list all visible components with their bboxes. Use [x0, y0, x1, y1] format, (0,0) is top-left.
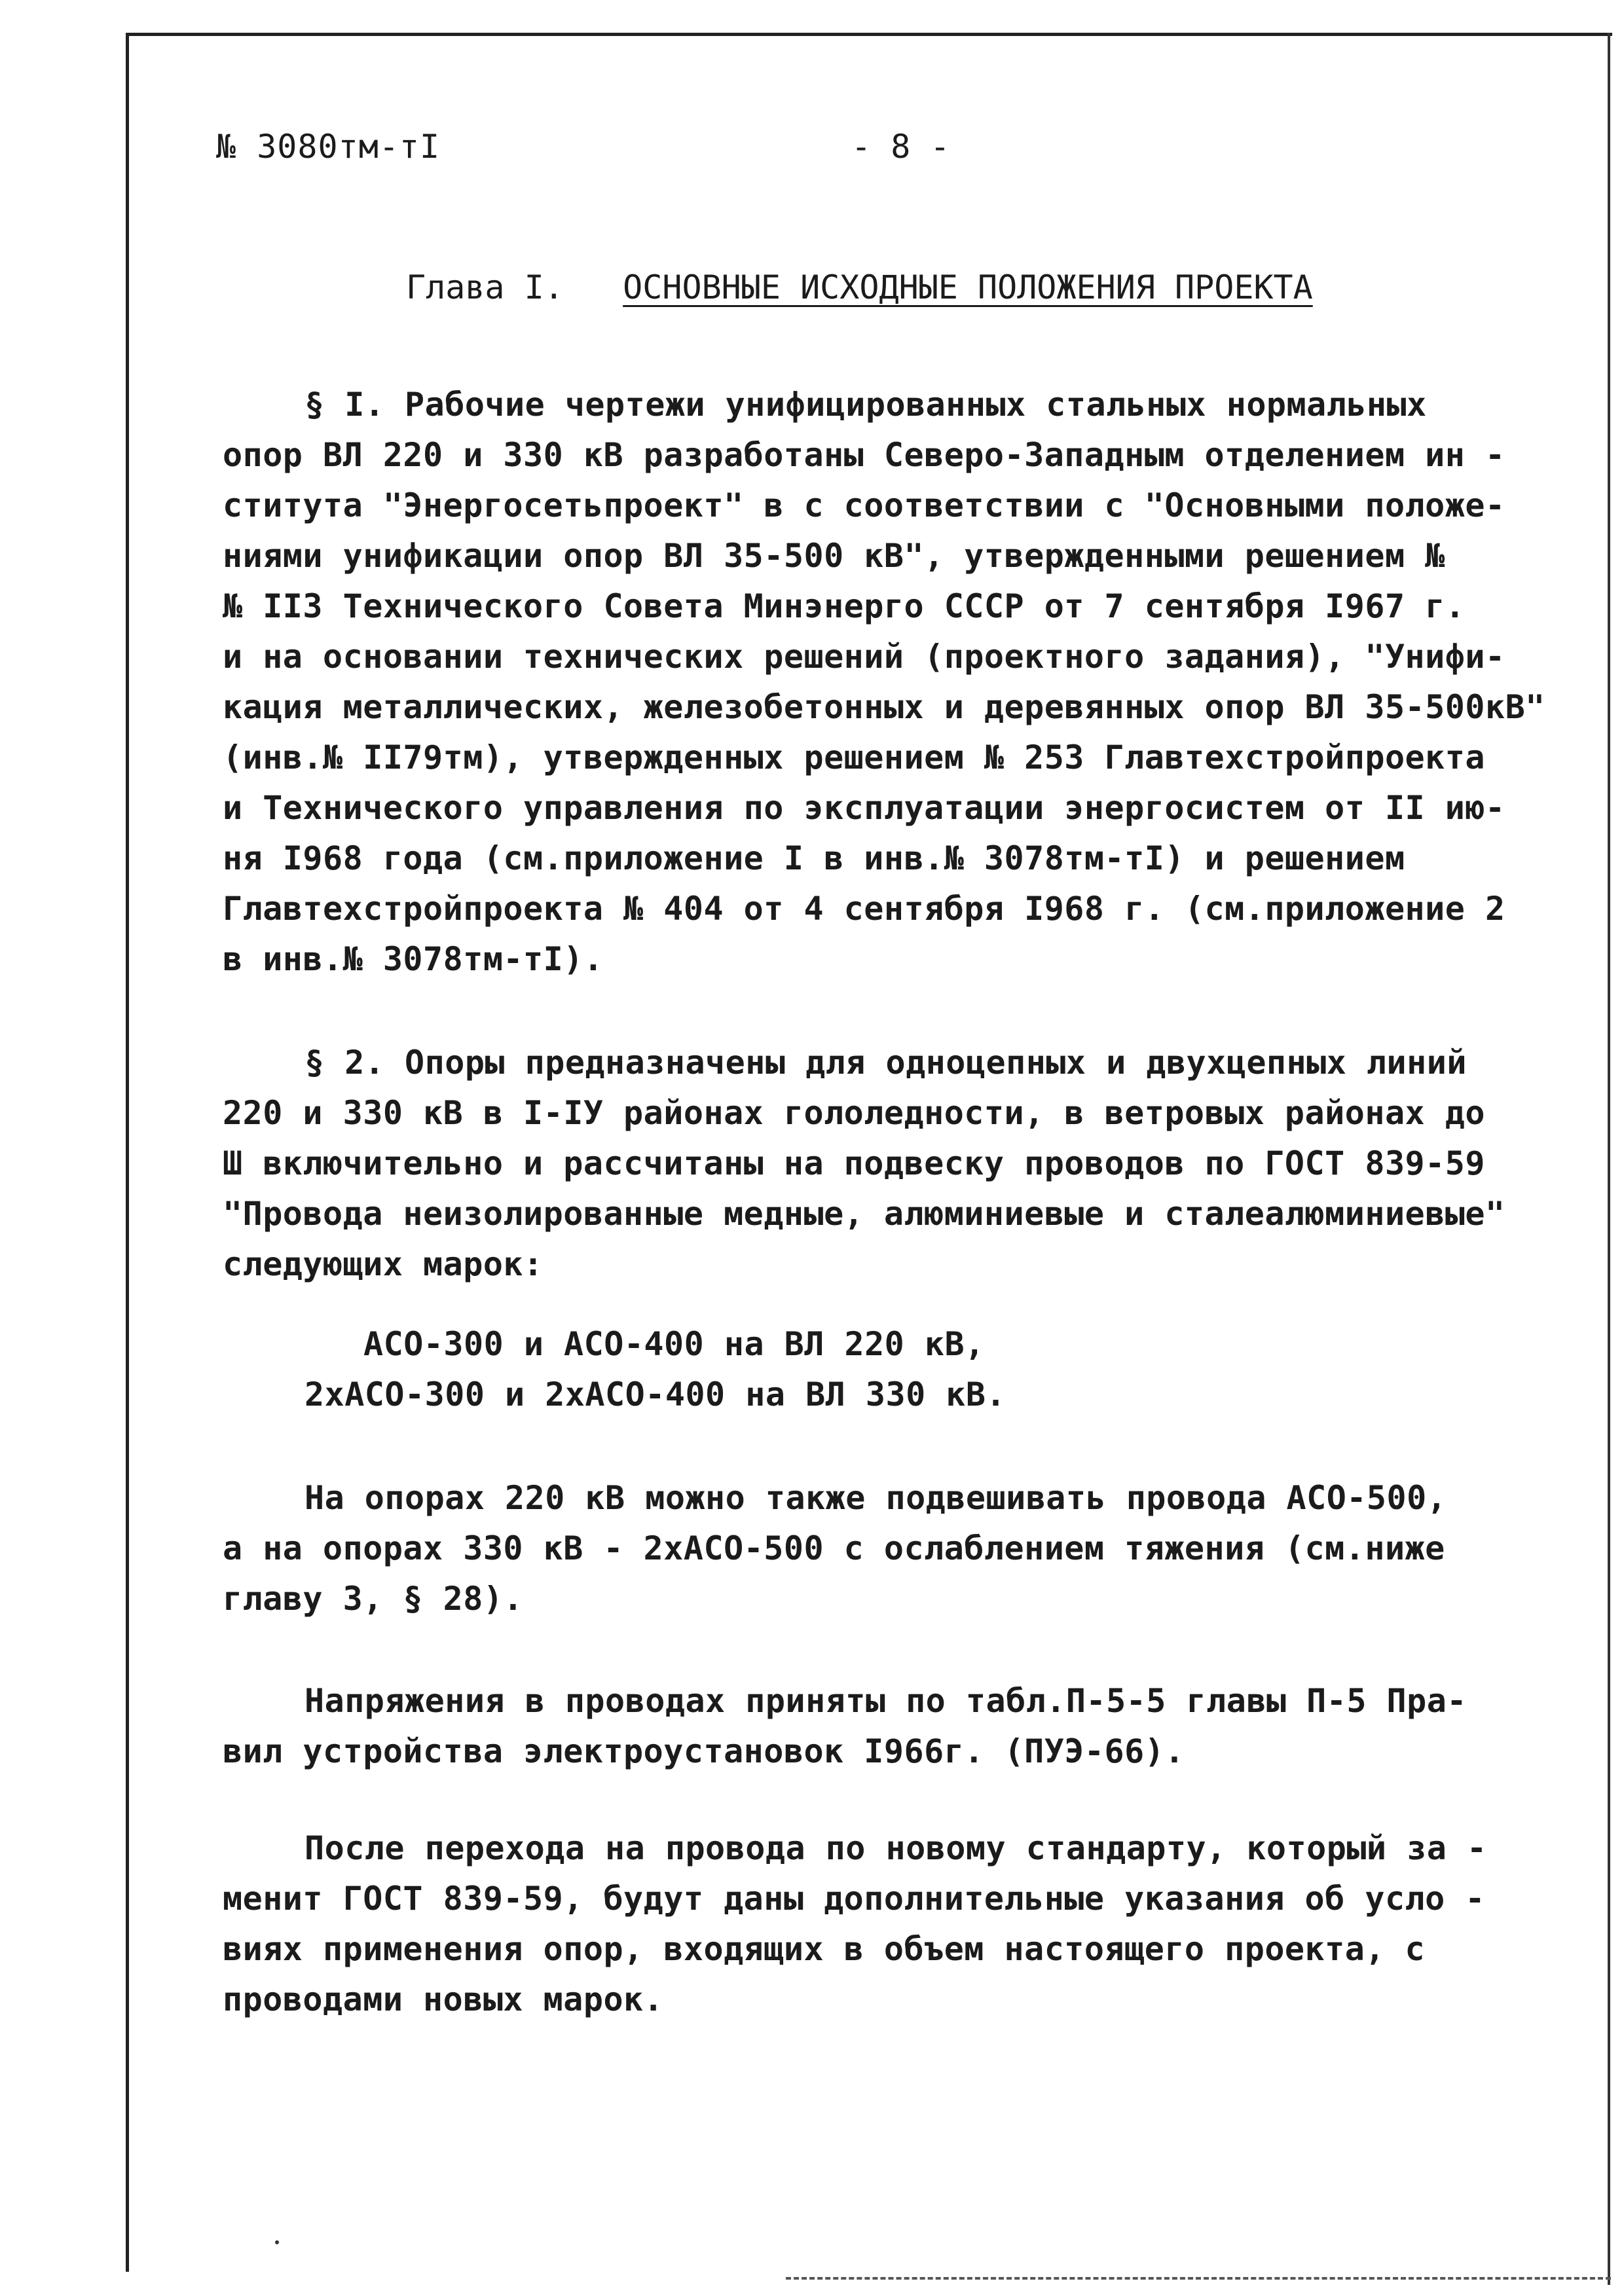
paragraph-3 — [223, 1473, 1559, 1624]
chapter-title: ОСНОВНЫЕ ИСХОДНЫЕ ПОЛОЖЕНИЯ ПРОЕКТА — [623, 268, 1313, 306]
text-line: и на основании технических решений (проектного задания), "Унифи- — [223, 638, 1505, 676]
paragraph-1 — [223, 380, 1559, 985]
text-line: Главтехстройпроекта № 404 от 4 сентября I968 г. (см.приложение 2 — [223, 890, 1505, 928]
page-frame-top — [126, 33, 1612, 36]
text-line: и Технического управления по эксплуатации энергосистем от II ию- — [223, 789, 1505, 827]
text-line: "Провода неизолированные медные, алюминиевые и сталеалюминиевые" — [223, 1195, 1505, 1233]
text-line: После перехода на провода по новому стандарту, который за - — [304, 1829, 1487, 1867]
wire-grades-list — [223, 1319, 1559, 1420]
text-line: виях применения опор, входящих в объем настоящего проекта, с — [223, 1930, 1426, 1968]
document-code: № 3080тм-тI — [216, 128, 441, 166]
text-line: § 2. Опоры предназначены для одноцепных и двухцепных линий — [304, 1044, 1467, 1082]
chapter-heading — [406, 268, 1313, 306]
text-line: менит ГОСТ 839-59, будут даны дополнительные указания об усло - — [223, 1880, 1485, 1918]
text-line: в инв.№ 3078тм-тI). — [223, 940, 604, 978]
page-frame-bottom — [786, 2277, 1611, 2280]
text-line: На опорах 220 кВ можно также подвешивать провода АСО-500, — [304, 1479, 1447, 1517]
text-line: проводами новых марок. — [223, 1980, 664, 2018]
text-line: Ш включительно и рассчитаны на подвеску проводов по ГОСТ 839-59 — [223, 1144, 1485, 1182]
text-line: § I. Рабочие чертежи унифицированных стальных нормальных — [304, 386, 1427, 424]
page-number: - 8 - — [851, 128, 950, 166]
text-line: (инв.№ II79тм), утвержденных решением № 253 Главтехстройпроекта — [223, 738, 1485, 776]
page-frame-right — [1608, 33, 1610, 2285]
text-line: ня I968 года (см.приложение I в инв.№ 3078тм-тI) и решением — [223, 839, 1405, 877]
paragraph-4 — [223, 1676, 1559, 1777]
text-line: а на опорах 330 кВ - 2хАСО-500 с ослаблением тяжения (см.ниже — [223, 1529, 1445, 1567]
text-line: опор ВЛ 220 и 330 кВ разработаны Северо-Западным отделением ин - — [223, 436, 1505, 474]
page-frame-left — [126, 33, 129, 2272]
text-line: 220 и 330 кВ в I-IУ районах гололедности, в ветровых районах до — [223, 1094, 1485, 1132]
list-item: 2хАСО-300 и 2хАСО-400 на ВЛ 330 кВ. — [304, 1376, 1006, 1413]
text-line: следующих марок: — [223, 1245, 544, 1283]
list-item: АСО-300 и АСО-400 на ВЛ 220 кВ, — [363, 1325, 985, 1363]
text-line: № II3 Технического Совета Минэнерго СССР от 7 сентября I967 г. — [223, 587, 1466, 625]
text-line: Напряжения в проводах приняты по табл.П-5-5 главы П-5 Пра- — [304, 1682, 1467, 1720]
text-line: кация металлических, железобетонных и деревянных опор ВЛ 35-500кВ" — [223, 688, 1545, 726]
paragraph-5 — [223, 1823, 1559, 2025]
text-line: главу 3, § 28). — [223, 1580, 524, 1618]
paragraph-2 — [223, 1038, 1559, 1290]
text-line: ститута "Энергосетьпроект" в с соответствии с "Основными положе- — [223, 486, 1505, 524]
text-line: ниями унификации опор ВЛ 35-500 кВ", утвержденными решением № — [223, 537, 1445, 575]
chapter-label: Глава I. — [406, 268, 564, 306]
text-line: вил устройства электроустановок I966г. (ПУЭ-66). — [223, 1732, 1185, 1770]
scan-speck — [275, 2240, 279, 2244]
